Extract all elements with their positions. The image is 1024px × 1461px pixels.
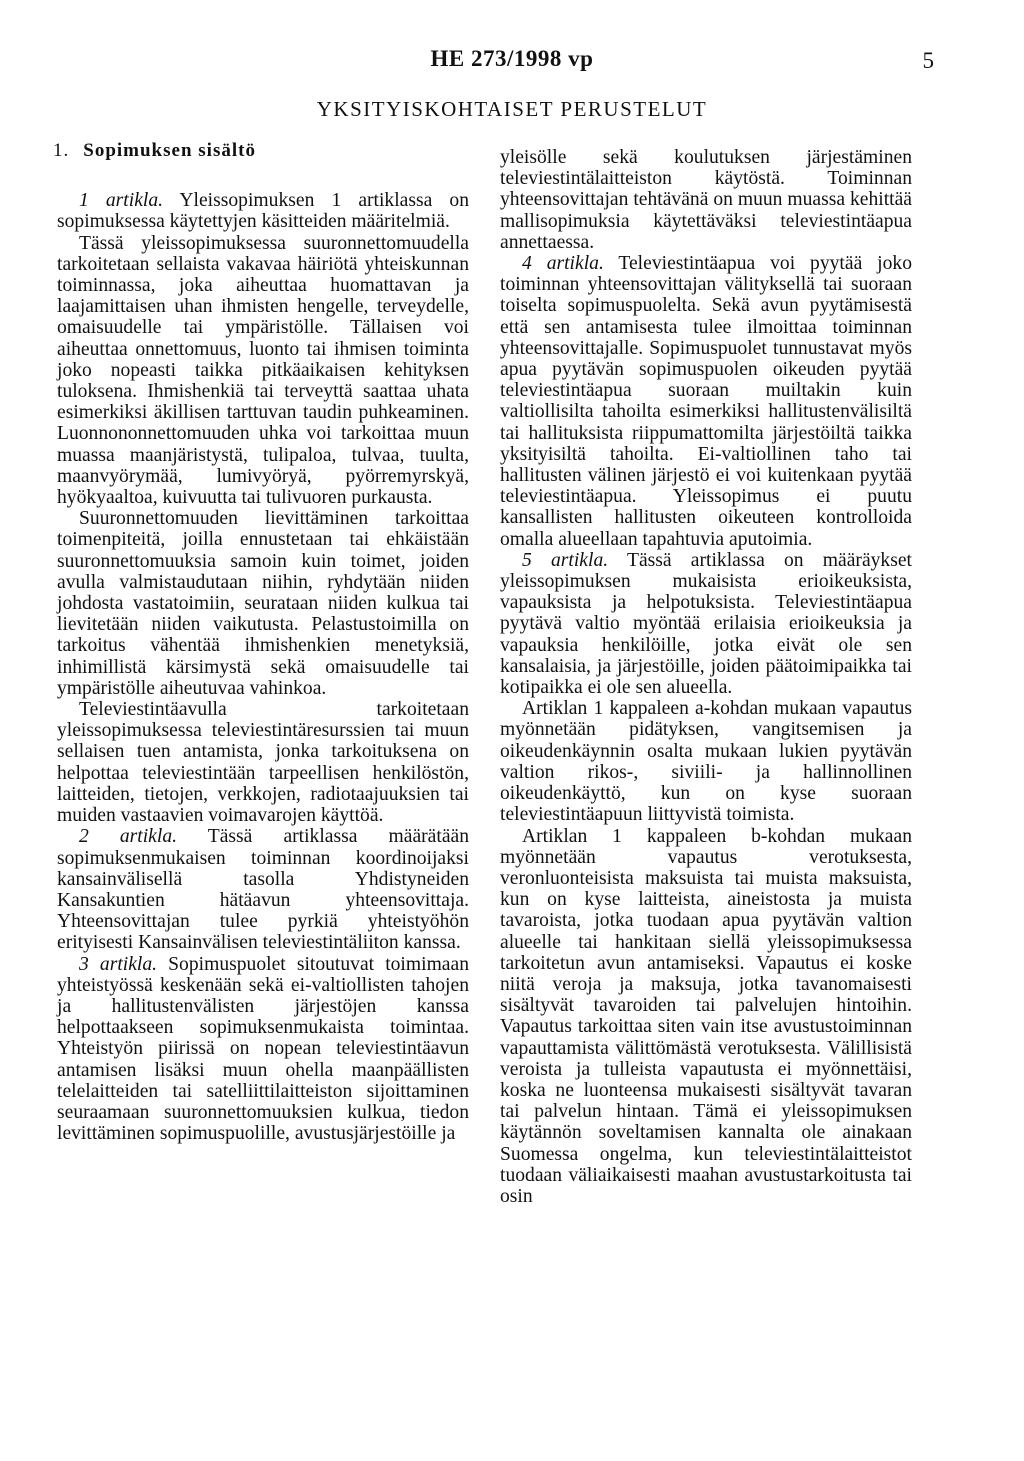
article-label: 1 artikla. <box>79 190 164 212</box>
paragraph-text: Televiestintäapua voi pyytää joko toiminnan yhteensovittajan välityksellä tai suoraan toiselta sopimuspuolelta. Sekä avun pyytämisestä että sen antamisesta tulee ilmoittaa toiminnan yhteensovittajalle. Sopimuspuolet tunnustavat myös apua pyytävän sopimuspuolen oikeuden pyytää televiestintäapua suoraan muiltakin kuin valtiollisilta tahoilta esimerkiksi hallitustenvälisiltä tai hallituksista riippumattomilta järjestöiltä taikka yksityisiltä tahoilta. Ei-valtiollinen taho tai hallitusten välinen järjestö ei voi kuitenkaan pyytää televiestintäapua. Yleissopimus ei puutu kansallisten hallitusten oikeuteen kontrolloida omalla alueellaan tapahtuvia aputoimia. <box>500 253 912 550</box>
paragraph: Suuronnettomuuden lievittäminen tarkoittaa toimenpiteitä, joilla ennustetaan tai ehkäistään suuronnettomuuksia samoin kuin toimet, joiden avulla valmistaudutaan niihin, ryhdytään niiden johdosta vastatoimiin, seurataan niiden kulkua tai lievitetään niiden vaikutusta. Pelastustoimilla on tarkoitus vähentää ihmishenkien menetyksiä, inhimillistä kärsimystä sekä omaisuudelle tai ympäristölle aiheutuvaa vahinkoa. <box>57 508 469 699</box>
chapter-heading <box>53 140 469 161</box>
paragraph: yleisölle sekä koulutuksen järjestäminen televiestintälaitteiston käytöstä. Toiminnan yhteensovittajan tehtävänä on muun muassa kehittää mallisopimuksia käytettäväksi televiestintäapua annettaessa. <box>500 147 912 253</box>
left-column <box>53 140 470 1145</box>
paragraph <box>57 826 469 953</box>
article-label: 3 artikla. <box>79 953 158 975</box>
article-label: 2 artikla. <box>79 826 178 848</box>
paragraph-text: Tässä artiklassa määrätään sopimuksenmukaisen toiminnan koordinoijaksi kansainvälisellä tasolla Yhdistyneiden Kansakuntien hätäavun yhteensovittaja. Yhteensovittajan tulee pyrkiä yhteistyöhön erityisesti Kansainvälisen televiestintäliiton kanssa. <box>57 826 470 954</box>
paragraph <box>500 550 912 698</box>
article-label: 5 artikla. <box>522 549 609 571</box>
paragraph <box>500 253 912 550</box>
document-id: HE 273/1998 vp <box>430 46 594 71</box>
paragraph: Artiklan 1 kappaleen b-kohdan mukaan myönnetään vapautus verotuksesta, veronluonteisista maksuista tai muista maksuista, kun on kyse laitteista, aineistosta ja muista tavaroista, jotka tuodaan apua pyytävän valtion alueelle tai hankitaan siellä yleissopimuksessa tarkoitetun avun antamiseksi. Vapautus ei koske niitä veroja ja maksuja, jotka tavanomaisesti sisältyvät tavaroiden tai palvelujen hintoihin. Vapautus tarkoittaa siten vain itse avustustoiminnan vapauttamista välittömästä verotuksesta. Välillisistä veroista ja tulleista vapautusta ei myönnettäisi, koska ne luonteensa mukaisesti sisältyvät tavaran tai palvelun hintaan. Tämä ei yleissopimuksen käytännön soveltamisen kannalta ole ainakaan Suomessa ongelma, kun televiestintälaitteistot tuodaan väliaikaisesti maahan avustustarkoitusta tai osin <box>500 825 912 1207</box>
chapter-number: 1. <box>53 140 70 161</box>
paragraph <box>57 954 469 1145</box>
paragraph <box>57 190 469 232</box>
chapter-title: Sopimuksen sisältö <box>83 140 256 161</box>
section-title: YKSITYISKOHTAISET PERUSTELUT <box>316 97 708 121</box>
paragraph: Tässä yleissopimuksessa suuronnettomuudella tarkoitetaan sellaista vakavaa häiriötä yhteiskunnan toiminnassa, joka aiheuttaa huomattavan ja laajamittaisen uhan ihmisten hengelle, terveydelle, omaisuudelle tai ympäristölle. Tällaisen voi aiheuttaa onnettomuus, luonto tai ihmisen toiminta joko nopeasti taikka pitkäaikaisen kehityksen tuloksena. Ihmishenkiä tai terveyttä saattaa uhata esimerkiksi äkillisen tarttuvan taudin puhkeaminen. Luonnononnettomuuden uhka voi tarkoittaa muun muassa maanjäristystä, tulipaloa, tulvaa, tuulta, maanvyörymää, lumivyöryä, pyörremyrskyä, hyökyaaltoa, kuivuutta tai tulivuoren purkausta. <box>57 232 469 509</box>
article-label: 4 artikla. <box>522 253 604 275</box>
paragraph: Artiklan 1 kappaleen a-kohdan mukaan vapautus myönnetään pidätyksen, vangitsemisen ja oikeudenkäynnin osalta mukaan lukien pyytävän valtion rikos-, siviili- ja hallinnollinen oikeudenkäyttö, kun on kyse suoraan televiestintäapuun liittyvistä toimista. <box>500 698 912 826</box>
paragraph-text: Tässä artiklassa on määräykset yleissopimuksen mukaisista erioikeuksista, vapauksista ja helpotuksista. Televiestintäapua pyytävä valtio myöntää erilaisia erioikeuksia ja vapauksia henkilöille, jotka eivät ole sen kansalaisia, ja järjestöille, joiden päätoimipaikka tai kotipaikka ei ole sen alueella. <box>500 549 912 699</box>
right-column <box>500 147 912 1207</box>
page-number: 5 <box>922 48 934 73</box>
paragraph-text: Sopimuspuolet sitoutuvat toimimaan yhteistyössä keskenään sekä ei-valtiollisten tahojen ja hallitustenvälisten järjestöjen kanssa helpottaakseen sopimuksenmukaista toimintaa. Yhteistyön piirissä on nopean televiestintäavun antamisen lisäksi muun ohella maanpäällisten telelaitteiden tai satelliittilaitteiston sijoittaminen seuraamaan suuronnettomuuksien kulkua, tiedon levittäminen sopimuspuolille, avustusjärjestöille ja <box>57 953 469 1145</box>
paragraph-text: Yleissopimuksen 1 artiklassa on sopimuksessa käytettyjen käsitteiden määritelmiä. <box>57 190 469 233</box>
paragraph: Televiestintäavulla tarkoitetaan yleissopimuksessa televiestintäresurssien tai muun sellaisen tuen antamista, jonka tarkoituksena on helpottaa televiestintään tarpeellisen henkilöstön, laitteiden, tietojen, verkkojen, radiotaajuuksien tai muiden vastaavien voimavarojen käyttöä. <box>57 699 469 827</box>
running-header <box>0 46 1024 76</box>
